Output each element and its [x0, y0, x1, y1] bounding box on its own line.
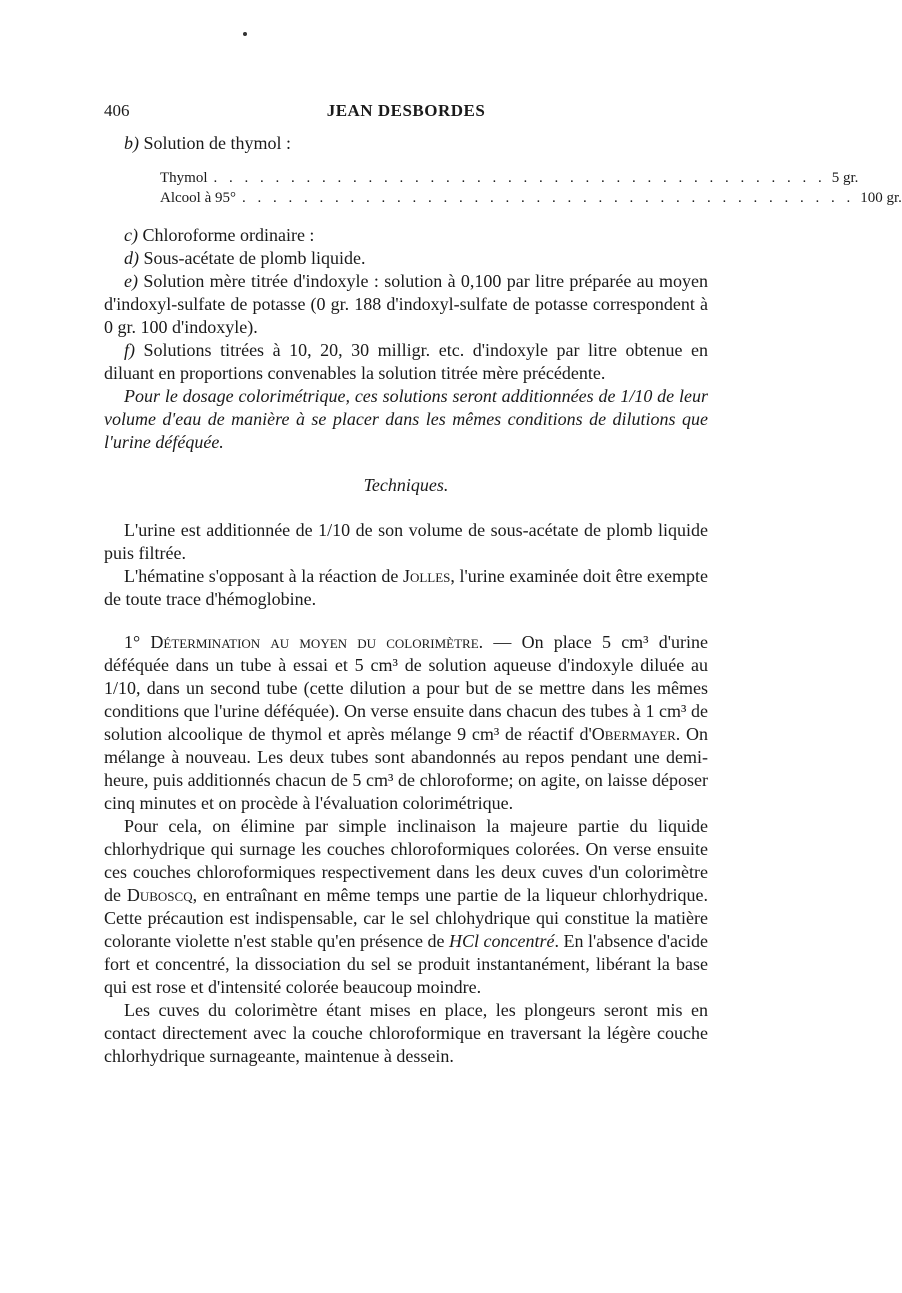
text-run: . On mélange à nouveau. Les deux tubes sont abandonnés au repos pendant une demi-heure, puis additionnés chacun de 5 cm³ de chloroforme; on agite, on laisse déposer cinq minutes et on procède à l'évaluation colorimétrique. [104, 724, 708, 813]
author-name: Jolles [402, 566, 451, 586]
recipe-table [160, 168, 902, 208]
recipe-row [160, 168, 859, 188]
text-run: Pour cela, on élimine par simple inclinaison la majeure partie du liquide chlorhydrique qui surnage les couches chloroformiques colorées. On verse ensuite ces couches chloroformiques respectivement dans les deux cuves d'un colorimètre de [104, 816, 708, 905]
text-run: L'hématine s'opposant à la réaction de [124, 566, 403, 586]
running-header [104, 101, 708, 125]
item-d-label: d) [124, 248, 139, 268]
text-run: . En l'absence d'acide fort et concentré, la dissociation du sel se produit instantanément, libérant la base qui est rose et d'intensité colorée beaucoup moindre. [104, 931, 708, 997]
leader-dots: . . . . . . . . . . . . . . . . . . . . . . . . . . . . . . . . . . . . . . . . [213, 170, 826, 186]
page-number: 406 [104, 101, 130, 120]
item-f-text: Solutions titrées à 10, 20, 30 milligr. etc. d'indoxyle par litre obtenue en diluant en proportions convenables la solution titrée mère précédente. [104, 340, 708, 383]
item-d-text: Sous-acétate de plomb liquide. [143, 248, 366, 268]
recipe-quantity: 5 gr. [831, 170, 859, 186]
item-f [104, 339, 708, 385]
italic-note: Pour le dosage colorimétrique, ces solutions seront additionnées de 1/10 de leur volume d'eau de manière à se placer dans les mêmes conditions de dilutions que l'urine déféquée. [104, 386, 708, 452]
paragraph-hematine [104, 565, 708, 611]
leader-dots: . . . . . . . . . . . . . . . . . . . . . . . . . . . . . . . . . . . . . . . . [241, 190, 855, 206]
item-b-text: Solution de thymol : [143, 133, 292, 153]
author-name: Obermayer [591, 724, 676, 744]
section-number: 1° [124, 632, 141, 652]
item-f-label: f) [124, 340, 135, 360]
running-title: JEAN DESBORDES [326, 101, 486, 120]
recipe-quantity: 100 gr. [860, 190, 902, 206]
item-e [104, 270, 708, 339]
text-run: — On place 5 cm³ d'urine déféquée dans un tube à essai et 5 cm³ de solution aqueuse d'indoxyle diluée au 1/10, dans un second tube (cette dilution a pour but de se mettre dans les mêmes conditions que l'urine déféquée). On verse ensuite dans chacun des tubes à 1 cm³ de solution alcoolique de thymol et après mélange 9 cm³ de réactif d' [104, 632, 709, 744]
paragraph-pour-cela [104, 815, 708, 999]
spacer [104, 611, 708, 631]
item-c [104, 224, 708, 247]
item-c-label: c) [124, 225, 138, 245]
recipe-row [160, 188, 902, 208]
subsection-heading: Détermination au moyen du colorimètre. [150, 632, 484, 652]
recipe-ingredient: Thymol [160, 170, 208, 186]
item-b [104, 132, 708, 155]
ink-speck [243, 32, 247, 36]
item-d [104, 247, 708, 270]
text-run: , l'urine examinée doit être exempte de toute trace d'hémoglobine. [104, 566, 709, 609]
paragraph-cuves: Les cuves du colorimètre étant mises en place, les plongeurs seront mis en contact directement avec la couche chloroformique en traversant la légère couche chlorhydrique surnageante, maintenue à dessein. [104, 1000, 708, 1066]
text-run: , en entraînant en même temps une partie de la liqueur chlorhydrique. Cette précaution est indispensable, car le sel chlohydrique qui constitue la matière colorante violette n'est stable qu'en présence de [104, 885, 708, 951]
paragraph-urine: L'urine est additionnée de 1/10 de son volume de sous-acétate de plomb liquide puis filtrée. [104, 520, 708, 563]
paragraph-colorimetre [104, 631, 708, 815]
author-name: Duboscq [126, 885, 193, 905]
item-e-label: e) [124, 271, 138, 291]
section-title: Techniques. [363, 475, 449, 495]
item-c-text: Chloroforme ordinaire : [142, 225, 315, 245]
item-b-label: b) [124, 133, 139, 153]
item-e-text: Solution mère titrée d'indoxyle : solution à 0,100 par litre préparée au moyen d'indoxyl-sulfate de potasse (0 gr. 188 d'indoxyl-sulfate de potasse correspondent à 0 gr. 100 d'indoxyle). [104, 271, 708, 337]
recipe-ingredient: Alcool à 95° [160, 190, 236, 206]
body-text [104, 132, 902, 1068]
chemical-formula: HCl concentré [449, 931, 555, 951]
